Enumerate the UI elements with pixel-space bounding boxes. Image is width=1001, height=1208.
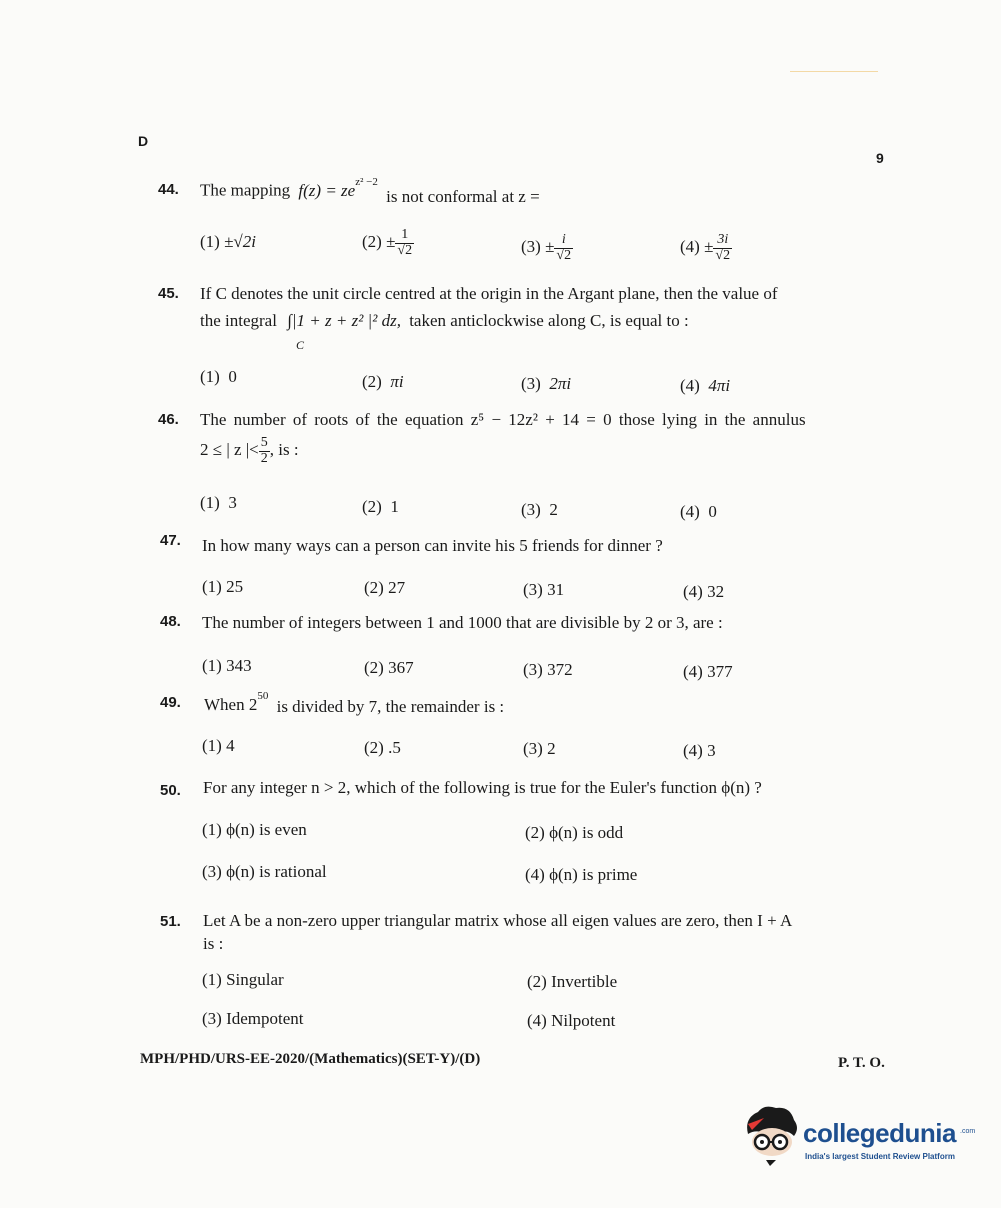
q44-opt4-frac [713,233,732,263]
q51-option-4[interactable]: (4) Nilpotent [527,1011,616,1030]
logo-wordmark: collegedunia [803,1118,956,1148]
page-number: 9 [876,150,884,166]
footer-exam-code: MPH/PHD/URS-EE-2020/(Mathematics)(SET-Y)/(D) [140,1051,481,1067]
question-48-text: The number of integers between 1 and 1000 that are divisible by 2 or 3, are : [202,613,723,632]
q44-opt4-pm: ± [704,237,714,257]
question-47-number: 47. [160,532,181,549]
q49-text-b: is divided by 7, the remainder is : [276,696,505,716]
q49-text-a: When 2 [204,694,258,714]
question-47-text: In how many ways can a person can invite his 5 friends for dinner ? [202,536,663,555]
q46-opt2-label: (2) [362,497,382,516]
q46-frac [259,436,270,466]
q46-opt3-value: 2 [549,500,558,519]
question-49-number: 49. [160,694,181,711]
q45-line2-a: the integral [200,311,277,330]
q51-option-2[interactable]: (2) Invertible [527,972,618,991]
mascot-icon [742,1104,802,1170]
q44-opt2-frac [395,228,414,258]
q44-opt1-value: ±√2i [224,232,256,251]
q46-opt4-label: (4) [680,502,700,521]
q44-option-1[interactable] [200,232,256,252]
q44-opt3-num: i [554,233,573,249]
question-45-line-2 [200,311,689,331]
q44-text-b: is not conformal at z = [386,186,540,206]
q46-option-1[interactable] [200,493,237,513]
q45-opt4-label: (4) [680,376,700,395]
q44-text-a: The mapping [200,180,291,200]
q47-option-3[interactable]: (3) 31 [523,580,565,599]
q49-option-2[interactable]: (2) .5 [364,738,401,757]
question-49-text [204,690,505,716]
q45-opt1-label: (1) [200,367,220,386]
q49-exp: 50 [257,690,269,702]
logo-suffix: .com [960,1128,976,1135]
q50-option-2[interactable]: (2) ϕ(n) is odd [525,823,624,842]
q44-opt3-label: (3) [521,237,541,257]
question-46-number: 46. [158,411,179,428]
q50-option-4[interactable]: (4) ϕ(n) is prime [525,865,638,884]
q44-option-2[interactable] [362,228,414,258]
footer-pto: P. T. O. [838,1055,885,1071]
question-46-line-1: The number of roots of the equation z⁵ − 12z² + 14 = 0 those lying in the annulus [200,410,806,429]
q46-option-4[interactable] [680,502,717,522]
q44-opt4-num: 3i [713,233,732,249]
q46-opt1-value: 3 [228,493,237,512]
q44-option-4[interactable] [680,233,732,263]
q47-option-2[interactable]: (2) 27 [364,578,406,597]
q44-exp: z² −2 [355,176,378,188]
q45-opt3-label: (3) [521,374,541,393]
q46-opt1-label: (1) [200,493,220,512]
q46-option-2[interactable] [362,497,399,517]
q45-option-2[interactable] [362,372,404,392]
q46-frac-num: 5 [260,435,268,450]
q44-opt3-frac [554,233,573,263]
question-44-text [200,176,540,206]
q46-opt2-value: 1 [390,497,399,516]
q45-option-4[interactable] [680,376,730,396]
q49-option-3[interactable]: (3) 2 [523,739,556,758]
q48-option-2[interactable]: (2) 367 [364,658,414,677]
q45-opt1-value: 0 [228,367,237,386]
q45-option-1[interactable] [200,367,237,387]
q45-integral: ∫|1 + z + z² |² dz, [287,311,401,330]
q45-opt2-value: πi [390,372,404,391]
q44-opt2-label: (2) [362,232,382,252]
question-51-line-1: Let A be a non-zero upper triangular matrix whose all eigen values are zero, then I + A [203,911,793,930]
q49-option-4[interactable]: (4) 3 [683,741,716,760]
question-45-line-1: If C denotes the unit circle centred at the origin in the Argant plane, then the value of [200,284,778,303]
logo-tagline: India's largest Student Review Platform [805,1152,955,1161]
q44-option-3[interactable] [521,233,573,263]
q44-opt1-label: (1) [200,232,220,251]
q45-line2-b: taken anticlockwise along C, is equal to : [409,311,689,330]
q45-opt3-value: 2πi [549,374,572,393]
q45-integral-subscript: C [296,338,305,352]
q48-option-3[interactable]: (3) 372 [523,660,573,679]
q44-opt4-den: √2 [715,247,731,263]
q44-func: f(z) = ze [298,180,356,200]
q44-opt2-num: 1 [395,228,414,244]
q50-option-3[interactable]: (3) ϕ(n) is rational [202,862,327,881]
q49-option-1[interactable]: (1) 4 [202,736,235,755]
q51-option-3[interactable]: (3) Idempotent [202,1009,304,1028]
q46-option-3[interactable] [521,500,558,520]
question-46-line-2 [200,436,299,466]
q46-line2-b: , is : [269,440,299,460]
q46-opt4-value: 0 [708,502,717,521]
q44-opt4-label: (4) [680,237,700,257]
q46-opt3-label: (3) [521,500,541,519]
question-45-number: 45. [158,285,179,302]
q46-line2-a: 2 ≤ | z |< [200,440,259,460]
question-44-number: 44. [158,181,179,198]
q47-option-4[interactable]: (4) 32 [683,582,725,601]
q44-opt2-pm: ± [386,232,396,252]
question-50-number: 50. [160,782,181,799]
q48-option-1[interactable]: (1) 343 [202,656,252,675]
q44-opt3-pm: ± [545,237,555,257]
q46-frac-den: 2 [260,450,268,466]
q44-opt3-den: √2 [556,247,572,263]
q45-opt2-label: (2) [362,372,382,391]
collegedunia-logo[interactable] [742,1104,802,1175]
q44-opt2-den: √2 [397,242,413,258]
question-48-number: 48. [160,613,181,630]
q50-option-1[interactable]: (1) ϕ(n) is even [202,820,307,839]
q45-option-3[interactable] [521,374,571,394]
q48-option-4[interactable]: (4) 377 [683,662,733,681]
q47-option-1[interactable]: (1) 25 [202,577,244,596]
decorative-line [790,71,878,72]
q51-option-1[interactable]: (1) Singular [202,970,284,989]
question-50-text: For any integer n > 2, which of the following is true for the Euler's function ϕ(n) ? [203,778,762,797]
question-51-number: 51. [160,913,181,930]
q45-opt4-value: 4πi [708,376,731,395]
set-letter: D [138,133,149,149]
question-51-line-2: is : [203,934,224,953]
